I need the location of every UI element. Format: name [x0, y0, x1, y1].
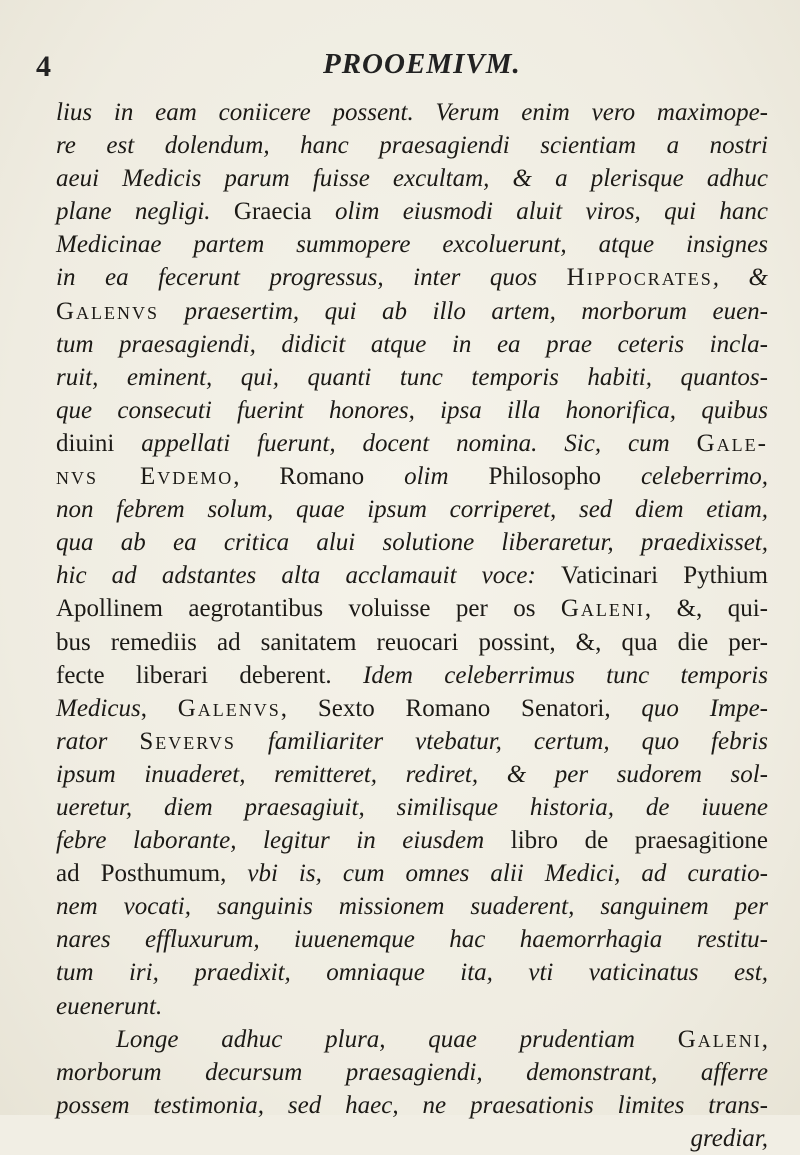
- text-segment: possem testimonia, sed haec, ne praesationis limites trans-: [56, 1091, 768, 1119]
- text-line: [56, 129, 768, 162]
- text-segment: familiariter vtebatur, certum, quo febris: [235, 727, 769, 755]
- text-segment: hic ad adstantes alta acclamauit voce:: [56, 562, 561, 590]
- text-segment: Hippocrates: [566, 264, 713, 292]
- text-line: [56, 626, 768, 659]
- text-line: [56, 592, 768, 625]
- text-line: [56, 261, 768, 294]
- text-segment: praesertim, qui ab illo artem, morborum euen-: [159, 297, 768, 325]
- text-line: [56, 758, 768, 791]
- text-segment: Galenvs: [56, 297, 160, 325]
- text-segment: Severvs: [139, 727, 236, 755]
- text-segment: que consecuti fuerint honores, ipsa illa honorifica, quibus: [56, 396, 768, 424]
- text-segment: Graecia: [210, 198, 335, 226]
- page-number: 4: [36, 50, 51, 83]
- text-segment: vbi is, cum omnes alii Medici, ad curatio-: [247, 860, 768, 888]
- text-segment: , &: [712, 264, 768, 292]
- text-segment: tum praesagiendi, didicit atque in ea prae ceteris incla-: [56, 330, 768, 358]
- text-segment: nares effluxurum, iuuenemque hac haemorrhagia restitu-: [56, 926, 768, 954]
- text-segment: olim eiusmodi aluit viros, qui hanc: [334, 198, 768, 226]
- text-segment: nvs Evdemo: [56, 463, 234, 491]
- body-text: [56, 96, 768, 1155]
- text-line: [56, 526, 768, 559]
- text-line: [56, 890, 768, 923]
- text-segment: appellati fuerunt, docent nomina. Sic, cum: [141, 429, 697, 457]
- text-segment: , &, qui-: [644, 595, 769, 623]
- text-line: [56, 427, 768, 460]
- text-line: [56, 659, 768, 692]
- text-segment: ad Posthumum,: [56, 860, 248, 888]
- text-line: [56, 791, 768, 824]
- text-segment: qua ab ea critica alui solutione liberaretur, praedixisset,: [56, 529, 768, 557]
- text-segment: euenerunt.: [56, 992, 163, 1020]
- text-line: [56, 460, 768, 493]
- text-segment: grediar,: [690, 1124, 768, 1152]
- text-segment: , Romano: [233, 463, 405, 491]
- text-segment: febre laborante, legitur in eiusdem: [56, 827, 511, 855]
- text-segment: nem vocati, sanguinis missionem suaderent, sanguinem per: [56, 893, 768, 921]
- text-segment: libro de praesagitione: [510, 827, 769, 855]
- text-segment: Philosopho: [488, 463, 641, 491]
- page-header: [0, 44, 800, 88]
- text-line: [56, 328, 768, 361]
- text-segment: non febrem solum, quae ipsum corriperet, sed diem etiam,: [56, 496, 768, 524]
- text-segment: aeui Medicis parum fuisse excultam, & a plerisque adhuc: [56, 165, 768, 193]
- text-segment: Longe adhuc plura, quae prudentiam: [116, 1025, 678, 1053]
- text-segment: re est dolendum, hanc praesagiendi scientiam a nostri: [56, 132, 768, 160]
- text-segment: Gale-: [696, 429, 768, 457]
- text-line: [56, 1056, 768, 1089]
- text-line: [56, 228, 768, 261]
- text-segment: ,: [140, 694, 178, 722]
- text-segment: bus remediis ad sanitatem reuocari possint, &, qua die per-: [56, 628, 768, 656]
- text-segment: in ea fecerunt progressus, inter quos: [56, 264, 567, 292]
- text-segment: plane negligi.: [56, 198, 211, 226]
- text-segment: Medicinae partem summopere excoluerunt, atque insignes: [56, 231, 768, 259]
- text-line: [56, 559, 768, 592]
- text-segment: ,: [761, 1025, 768, 1053]
- text-segment: ruit, eminent, qui, quanti tunc temporis habiti, quantos-: [56, 363, 768, 391]
- text-line: [56, 96, 768, 129]
- text-line: [56, 361, 768, 394]
- text-segment: Apollinem aegrotantibus voluisse per os: [56, 595, 561, 623]
- text-segment: Galeni: [677, 1025, 762, 1053]
- text-segment: ipsum inuaderet, remitteret, rediret, & per sudorem sol-: [56, 760, 768, 788]
- text-line: [56, 692, 768, 725]
- text-segment: Medicus: [56, 694, 141, 722]
- text-line: [56, 725, 768, 758]
- text-segment: quo Impe-: [641, 694, 768, 722]
- text-line: [56, 990, 768, 1023]
- text-segment: tum iri, praedixit, omniaque ita, vti vaticinatus est,: [56, 959, 768, 987]
- text-line: [56, 295, 768, 328]
- running-head: PROOEMIVM.: [323, 48, 521, 80]
- text-segment: Galenvs: [177, 694, 281, 722]
- text-line: [56, 394, 768, 427]
- text-segment: diuini: [56, 429, 142, 457]
- text-segment: morborum decursum praesagiendi, demonstrant, afferre: [56, 1058, 768, 1086]
- text-line: [56, 1023, 768, 1056]
- text-segment: lius in eam coniicere possent. Verum enim vero maximope-: [56, 99, 768, 126]
- text-line: [56, 1122, 768, 1155]
- text-segment: Vaticinari Pythium: [560, 562, 769, 590]
- text-segment: ueretur, diem praesagiuit, similisque historia, de iuuene: [56, 793, 768, 821]
- text-segment: rator: [56, 727, 140, 755]
- text-line: [56, 824, 768, 857]
- text-line: [56, 956, 768, 989]
- text-line: [56, 923, 768, 956]
- text-line: [56, 162, 768, 195]
- text-line: [56, 857, 768, 890]
- text-segment: Galeni: [560, 595, 645, 623]
- text-segment: Idem celeberrimus tunc temporis: [363, 661, 768, 689]
- text-line: [56, 1089, 768, 1122]
- text-line: [56, 195, 768, 228]
- text-segment: celeberrimo,: [640, 463, 768, 491]
- text-segment: olim: [404, 463, 489, 491]
- text-line: [56, 493, 768, 526]
- text-segment: , Sexto Romano Senatori,: [280, 694, 642, 722]
- text-segment: fecte liberari deberent.: [56, 661, 363, 689]
